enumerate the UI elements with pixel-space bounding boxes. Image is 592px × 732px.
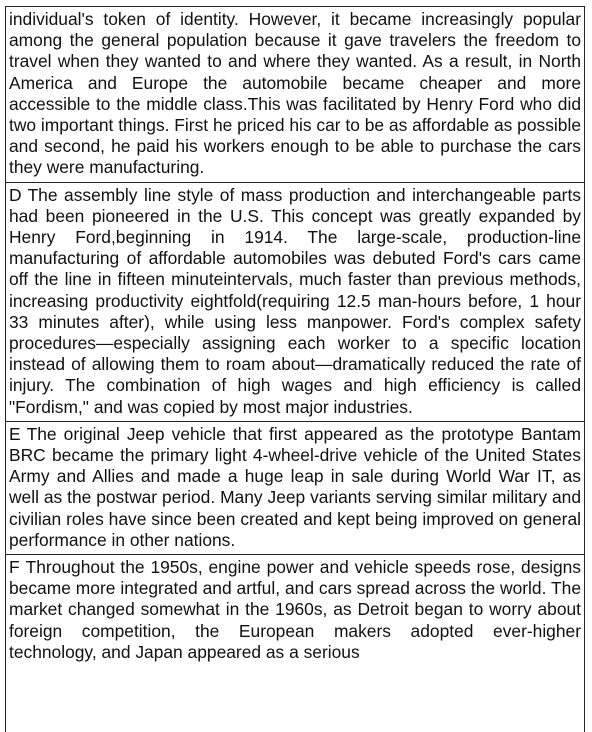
paragraph-e xyxy=(6,422,584,555)
paragraph-letter: E xyxy=(9,423,21,444)
paragraph-text: The assembly line style of mass production and interchangeable parts had been pioneered in the U.S. This concept was greatly expanded by Henry Ford,beginning in 1914. The large-scale, production-line manufacturing of affordable automobiles was debuted Ford's cars came off the line in fifteen minuteintervals, much faster than previous methods, increasing productivity eightfold(requiring 12.5 man-hours before, 1 hour 33 minutes after), while using less manpower. Ford's complex safety procedures—especially assigning each worker to a specific location instead of allowing them to roam about—dramatically reduced the rate of injury. The combination of high wages and high efficiency is called "Fordism," and was copied by most major industries. xyxy=(9,184,581,417)
paragraph-letter: F xyxy=(9,557,20,578)
document-page xyxy=(5,6,585,732)
paragraph-letter: D xyxy=(9,184,22,205)
paragraph-c-continued xyxy=(6,7,584,183)
paragraph-d xyxy=(6,183,584,422)
paragraph-text: The original Jeep vehicle that first appeared as the prototype Bantam BRC became the primary light 4-wheel-drive vehicle of the United States Army and Allies and made a huge leap in sale during World War IT, as well as the postwar period. Many Jeep variants serving similar military and civilian roles have since been created and kept being improved on general performance in other nations. xyxy=(9,423,581,550)
paragraph-text: Throughout the 1950s, engine power and vehicle speeds rose, designs became more integrated and artful, and cars spread across the world. The market changed somewhat in the 1960s, as Detroit began to worry about foreign competition, the European makers adopted ever-higher technology, and Japan appeared as a serious xyxy=(9,557,581,662)
paragraph-f xyxy=(6,555,584,666)
paragraph-text: individual's token of identity. However, it became increasingly popular among the general population because it gave travelers the freedom to travel when they wanted to and where they wanted. As a result, in North America and Europe the automobile became cheaper and more accessible to the middle class.This was facilitated by Henry Ford who did two important things. First he priced his car to be as affordable as possible and second, he paid his workers enough to be able to purchase the cars they were manufacturing. xyxy=(9,9,581,178)
